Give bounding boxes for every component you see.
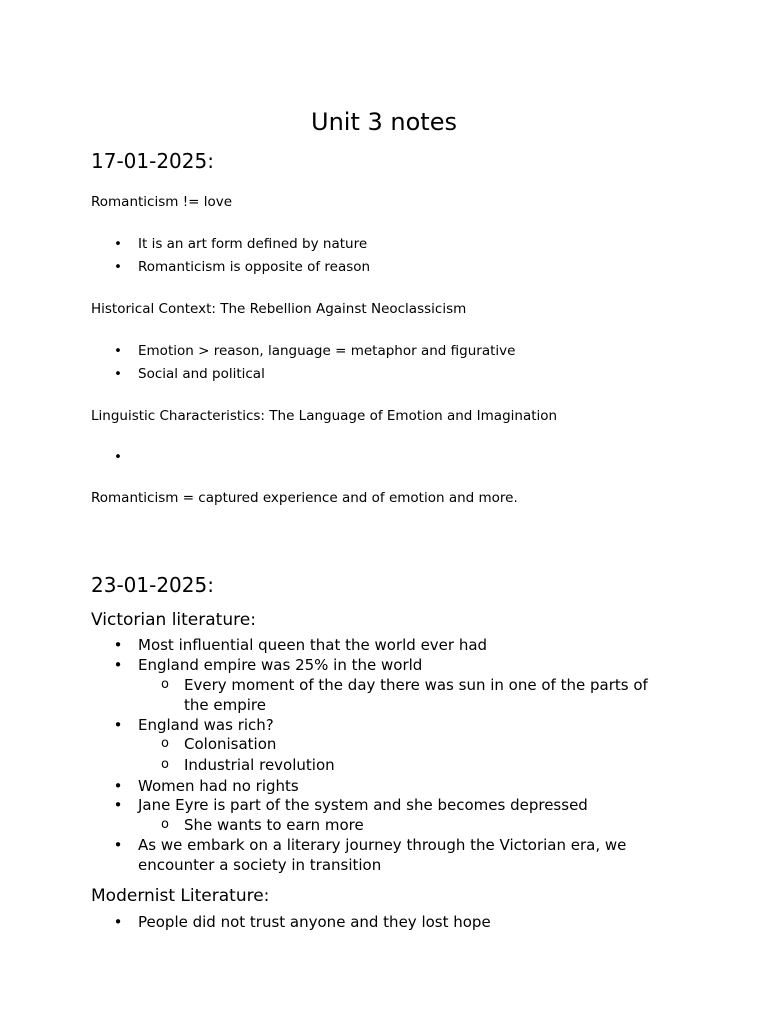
bullet-marker: •: [114, 236, 122, 252]
bullet-marker: •: [114, 366, 122, 382]
bullet-marker: •: [113, 777, 123, 795]
bullet-marker: •: [113, 656, 123, 674]
list-item-text: Women had no rights: [138, 777, 299, 795]
section-date: 17-01-2025:: [91, 149, 214, 173]
note-line: Historical Context: The Rebellion Against Neoclassicism: [91, 301, 467, 317]
section-date: 23-01-2025:: [91, 573, 214, 597]
list-item-text: the empire: [184, 696, 266, 714]
list-item-text: encounter a society in transition: [138, 856, 382, 874]
sub-bullet-marker: o: [161, 736, 169, 751]
bullet-marker: •: [113, 913, 123, 931]
list-item-text: People did not trust anyone and they lost hope: [138, 913, 491, 931]
list-item-text: She wants to earn more: [184, 816, 364, 834]
bullet-marker: •: [113, 636, 123, 654]
list-item-text: England empire was 25% in the world: [138, 656, 423, 674]
section-heading: Victorian literature:: [91, 610, 256, 630]
bullet-marker: •: [114, 343, 122, 359]
list-item-text: Industrial revolution: [184, 756, 335, 774]
sub-bullet-marker: o: [161, 757, 169, 772]
document-title: Unit 3 notes: [311, 108, 457, 136]
list-item-text: It is an art form defined by nature: [138, 236, 368, 252]
list-item-text: Romanticism is opposite of reason: [138, 259, 371, 275]
section-heading: Modernist Literature:: [91, 886, 270, 906]
list-item-text: As we embark on a literary journey through the Victorian era, we: [138, 836, 627, 854]
sub-bullet-marker: o: [161, 817, 169, 832]
list-item-text: Social and political: [138, 366, 265, 382]
list-item-text: England was rich?: [138, 716, 274, 734]
bullet-marker: •: [114, 449, 122, 465]
bullet-marker: •: [113, 716, 123, 734]
list-item-text: Emotion > reason, language = metaphor and figurative: [138, 343, 516, 359]
bullet-marker: •: [113, 836, 123, 854]
bullet-marker: •: [114, 259, 122, 275]
list-item-text: Most influential queen that the world ever had: [138, 636, 488, 654]
list-item-text: Colonisation: [184, 735, 277, 753]
bullet-marker: •: [113, 796, 123, 814]
sub-bullet-marker: o: [161, 677, 169, 692]
list-item-text: Jane Eyre is part of the system and she becomes depressed: [138, 796, 588, 814]
note-line: Romanticism != love: [91, 194, 233, 210]
list-item-text: Every moment of the day there was sun in one of the parts of: [184, 676, 648, 694]
note-line: Linguistic Characteristics: The Language of Emotion and Imagination: [91, 408, 558, 424]
note-line: Romanticism = captured experience and of emotion and more.: [91, 490, 518, 506]
